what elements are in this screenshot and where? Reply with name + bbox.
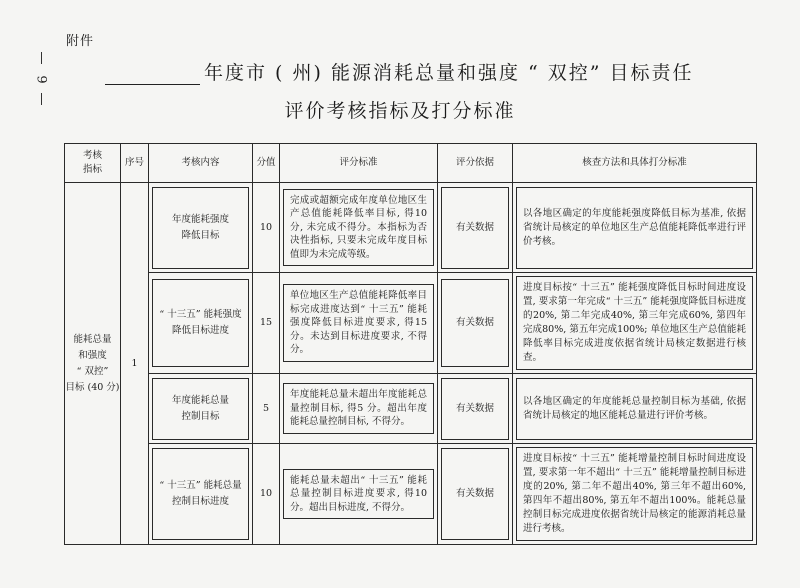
standard-text: 完成或超额完成年度单位地区生产总值能耗降低率目标, 得10 分, 未完成不得分。本指标为否决性指标, 只要未完成年度目标值即为未完成等级。 xyxy=(283,189,434,267)
standard-cell xyxy=(280,374,438,444)
method-box xyxy=(516,378,753,440)
basis-text: 有关数据 xyxy=(441,279,509,367)
page-number: 9 xyxy=(33,75,49,84)
column-header: 序号 xyxy=(121,144,149,183)
content-text: 年度能耗强度 降低目标 xyxy=(171,213,229,241)
table-row xyxy=(65,374,757,444)
score-cell: 5 xyxy=(253,374,280,444)
basis-cell xyxy=(438,273,513,374)
standard-cell xyxy=(280,183,438,273)
standard-text: 能耗总量未超出“ 十三五” 能耗总量控制目标进度要求, 得10 分。超出目标进度, 不得分。 xyxy=(283,469,434,520)
basis-text: 有关数据 xyxy=(441,448,509,540)
content-cell xyxy=(149,374,253,444)
standard-cell xyxy=(280,444,438,545)
table-row xyxy=(65,183,757,273)
column-header: 分值 xyxy=(253,144,280,183)
content-text: 年度能耗总量 控制目标 xyxy=(171,394,229,422)
method-box xyxy=(516,187,753,269)
method-text: 以各地区确定的年度能耗总量控制目标为基础, 依据省统计局核定的地区能耗总量进行评价考核。 xyxy=(523,395,746,421)
title-blank-line xyxy=(105,65,200,85)
method-cell xyxy=(513,374,757,444)
standard-text: 单位地区生产总值能耗降低率目标完成进度达到“ 十三五” 能耗强度降低目标进度要求, 得15 分。未达到目标进度要求, 不得分。 xyxy=(283,284,434,362)
table-row xyxy=(65,444,757,545)
method-cell xyxy=(513,273,757,374)
method-cell xyxy=(513,183,757,273)
score-cell: 10 xyxy=(253,183,280,273)
content-cell xyxy=(149,183,253,273)
column-header: 考核内容 xyxy=(149,144,253,183)
method-text: 进度目标按“ 十三五” 能耗增量控制目标时间进度设置, 要求第一年不超出“ 十三五” 能耗增量控制目标进度的20%, 第二年不超出40%, 第三年不超出60%, 第四年不超出80%, 第五年不超出100%。能耗总量控制目标完成进度依据省统计局核定的能源消耗总量进行考核。 xyxy=(516,447,753,541)
seq-cell: 1 xyxy=(121,183,149,545)
basis-cell xyxy=(438,374,513,444)
category-text: 能耗总量 和强度 “ 双控” 目标 (40 分) xyxy=(65,333,120,393)
content-cell xyxy=(149,273,253,374)
table-row xyxy=(65,273,757,374)
method-text: 进度目标按“ 十三五” 能耗强度降低目标时间进度设置, 要求第一年完成“ 十三五” 能耗强度降低目标进度的20%, 第二年完成40%, 第三年完成60%, 第四年完成80%, 第五年完成100%; 单位地区生产总值能耗降低率目标完成进度依据省统计局核定数据进行核查。 xyxy=(516,276,753,370)
evaluation-table xyxy=(64,143,757,545)
column-header xyxy=(65,144,121,183)
method-text: 以各地区确定的年度能耗强度降低目标为基准, 依据省统计局核定的单位地区生产总值能耗降低率进行评价考核。 xyxy=(523,207,746,247)
column-header: 核查方法和具体打分标准 xyxy=(513,144,757,183)
attachment-label: 附件 xyxy=(66,34,95,49)
standard-text: 年度能耗总量未超出年度能耗总量控制目标, 得5 分。超出年度能耗总量控制目标, 不得分。 xyxy=(283,383,434,434)
basis-cell xyxy=(438,444,513,545)
standard-cell xyxy=(280,273,438,374)
column-header-text: 考核 指标 xyxy=(82,150,102,175)
category-cell xyxy=(65,183,121,545)
content-text: “ 十三五” 能耗强度 降低目标进度 xyxy=(159,309,242,336)
table-header-row xyxy=(65,144,757,183)
basis-text: 有关数据 xyxy=(441,378,509,440)
basis-cell xyxy=(438,183,513,273)
document-title-line1 xyxy=(105,58,694,85)
method-cell xyxy=(513,444,757,545)
content-cell xyxy=(149,444,253,545)
document-title-line2: 评价考核指标及打分标准 xyxy=(284,100,516,122)
score-cell: 15 xyxy=(253,273,280,374)
basis-text: 有关数据 xyxy=(441,187,509,269)
score-cell: 10 xyxy=(253,444,280,545)
column-header: 评分依据 xyxy=(438,144,513,183)
column-header: 评分标准 xyxy=(280,144,438,183)
content-text: “ 十三五” 能耗总量 控制目标进度 xyxy=(159,480,242,507)
title-line1-text: 年度市 ( 州) 能源消耗总量和强度 “ 双控” 目标责任 xyxy=(204,62,694,84)
